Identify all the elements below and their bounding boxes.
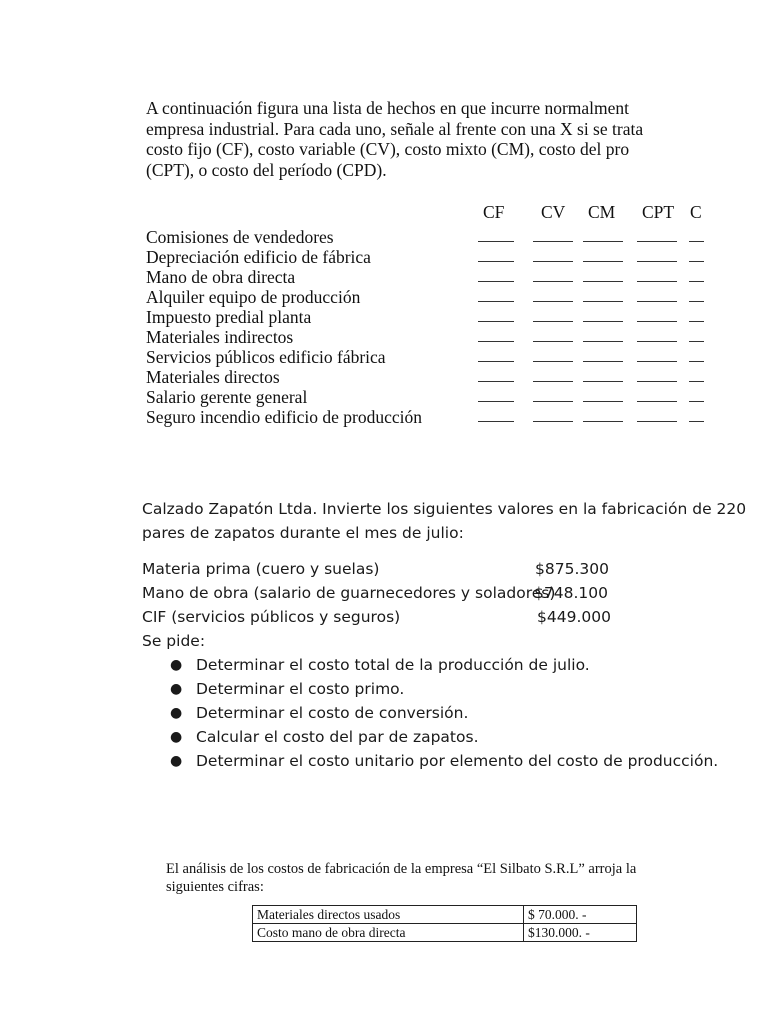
list-item xyxy=(142,677,722,701)
intro-line: A continuación figura una lista de hechos en que incurre normalment xyxy=(146,98,630,118)
answer-blank xyxy=(689,301,704,302)
table-cell-value: $ 70.000. - xyxy=(524,906,637,924)
answer-blank xyxy=(478,281,514,282)
answer-blank xyxy=(637,341,677,342)
cost-classification-section xyxy=(146,98,704,428)
list-item xyxy=(146,247,704,267)
answer-blank xyxy=(478,421,514,422)
column-header-cv: CV xyxy=(541,202,566,222)
list-item xyxy=(146,407,704,427)
answer-blank xyxy=(583,281,623,282)
answer-blank xyxy=(533,421,573,422)
answer-blank xyxy=(583,321,623,322)
ask-label: Se pide: xyxy=(142,632,206,650)
answer-blank xyxy=(478,321,514,322)
silbato-exercise-section xyxy=(166,860,704,944)
list-item xyxy=(142,701,722,725)
answer-blank xyxy=(637,241,677,242)
list-item xyxy=(142,749,722,773)
bullet-icon: ● xyxy=(170,705,183,721)
answer-blank xyxy=(637,301,677,302)
table-cell-label: Costo mano de obra directa xyxy=(253,924,524,942)
item-label: Seguro incendio edificio de producción xyxy=(146,407,423,427)
table-row xyxy=(253,924,637,942)
answer-blank xyxy=(637,321,677,322)
answer-blank xyxy=(533,341,573,342)
answer-blank xyxy=(478,361,514,362)
intro-line: empresa industrial. Para cada uno, señale al frente con una X si se trata xyxy=(146,118,644,139)
answer-blank xyxy=(637,421,677,422)
cost-line xyxy=(142,557,722,581)
task-list xyxy=(142,653,722,773)
cost-table xyxy=(252,905,637,942)
table-row xyxy=(253,906,637,924)
answer-blank xyxy=(533,321,573,322)
answer-blank xyxy=(478,261,514,262)
answer-blank xyxy=(689,401,704,402)
answer-blank xyxy=(478,401,514,402)
cost-items-list xyxy=(146,227,704,427)
answer-blank xyxy=(689,321,704,322)
answer-blank xyxy=(478,301,514,302)
answer-blank xyxy=(689,281,704,282)
answer-blank xyxy=(533,301,573,302)
answer-blank xyxy=(533,381,573,382)
item-label: Servicios públicos edificio fábrica xyxy=(146,347,386,367)
column-headers xyxy=(146,202,704,222)
item-label: Materiales indirectos xyxy=(146,327,294,347)
list-item xyxy=(146,327,704,347)
answer-blank xyxy=(533,261,573,262)
list-item xyxy=(146,287,704,307)
answer-blank xyxy=(689,341,704,342)
answer-blank xyxy=(478,341,514,342)
answer-blank xyxy=(689,241,704,242)
cost-amount: $875.300 xyxy=(535,560,609,578)
list-item xyxy=(146,347,704,367)
exercise-intro: Calzado Zapatón Ltda. Invierte los siguientes valores en la fabricación de 220 xyxy=(142,500,747,518)
item-label: Impuesto predial planta xyxy=(146,307,312,327)
item-label: Materiales directos xyxy=(146,367,280,387)
answer-blank xyxy=(689,261,704,262)
column-header-cf: CF xyxy=(483,202,505,222)
cost-amount: $748.100 xyxy=(534,584,608,602)
answer-blank xyxy=(637,401,677,402)
answer-blank xyxy=(583,381,623,382)
classification-intro xyxy=(146,98,704,180)
column-header-cpd: C xyxy=(690,202,702,222)
list-item xyxy=(142,653,722,677)
answer-blank xyxy=(637,281,677,282)
cost-amount: $449.000 xyxy=(537,608,611,626)
task-text: Determinar el costo de conversión. xyxy=(196,704,469,722)
answer-blank xyxy=(583,241,623,242)
list-item xyxy=(146,387,704,407)
answer-blank xyxy=(583,301,623,302)
answer-blank xyxy=(478,381,514,382)
bullet-icon: ● xyxy=(170,753,183,769)
list-item xyxy=(146,307,704,327)
calzado-exercise-section xyxy=(142,497,747,773)
intro-line: (CPT), o costo del período (CPD). xyxy=(146,159,387,180)
item-label: Salario gerente general xyxy=(146,387,308,407)
item-label: Comisiones de vendedores xyxy=(146,227,334,247)
answer-blank xyxy=(637,361,677,362)
answer-blank xyxy=(533,241,573,242)
task-text: Determinar el costo primo. xyxy=(196,680,405,698)
column-header-cpt: CPT xyxy=(642,202,675,222)
answer-blank xyxy=(583,261,623,262)
list-item xyxy=(142,725,722,749)
answer-blank xyxy=(583,421,623,422)
answer-blank xyxy=(689,381,704,382)
cost-label: Materia prima (cuero y suelas) xyxy=(142,560,380,578)
cost-label: Mano de obra (salario de guarnecedores y soladores) xyxy=(142,584,556,602)
column-header-cm: CM xyxy=(588,202,616,222)
exercise-intro: pares de zapatos durante el mes de julio: xyxy=(142,524,464,542)
answer-blank xyxy=(583,341,623,342)
answer-blank xyxy=(533,281,573,282)
answer-blank xyxy=(478,241,514,242)
bullet-icon: ● xyxy=(170,657,183,673)
answer-blank xyxy=(637,261,677,262)
answer-blank xyxy=(637,381,677,382)
list-item xyxy=(146,367,704,387)
answer-blank xyxy=(533,361,573,362)
answer-blank xyxy=(689,361,704,362)
cost-label: CIF (servicios públicos y seguros) xyxy=(142,608,401,626)
item-label: Mano de obra directa xyxy=(146,267,296,287)
task-text: Determinar el costo total de la producción de julio. xyxy=(196,656,590,674)
bullet-icon: ● xyxy=(170,681,183,697)
answer-blank xyxy=(583,401,623,402)
item-label: Alquiler equipo de producción xyxy=(146,287,361,307)
exercise-intro: El análisis de los costos de fabricación de la empresa “El Silbato S.R.L” arroja la xyxy=(166,861,637,877)
table-cell-label: Materiales directos usados xyxy=(253,906,524,924)
intro-line: costo fijo (CF), costo variable (CV), costo mixto (CM), costo del pro xyxy=(146,139,630,159)
list-item xyxy=(146,267,704,287)
task-text: Determinar el costo unitario por elemento del costo de producción. xyxy=(196,752,719,770)
cost-line xyxy=(142,605,722,629)
list-item xyxy=(146,227,704,247)
answer-blank xyxy=(689,421,704,422)
task-text: Calcular el costo del par de zapatos. xyxy=(196,728,479,746)
table-cell-value: $130.000. - xyxy=(524,924,637,942)
bullet-icon: ● xyxy=(170,729,183,745)
answer-blank xyxy=(583,361,623,362)
cost-line xyxy=(142,581,722,605)
answer-blank xyxy=(533,401,573,402)
exercise-intro: siguientes cifras: xyxy=(166,879,264,895)
item-label: Depreciación edificio de fábrica xyxy=(146,247,371,267)
